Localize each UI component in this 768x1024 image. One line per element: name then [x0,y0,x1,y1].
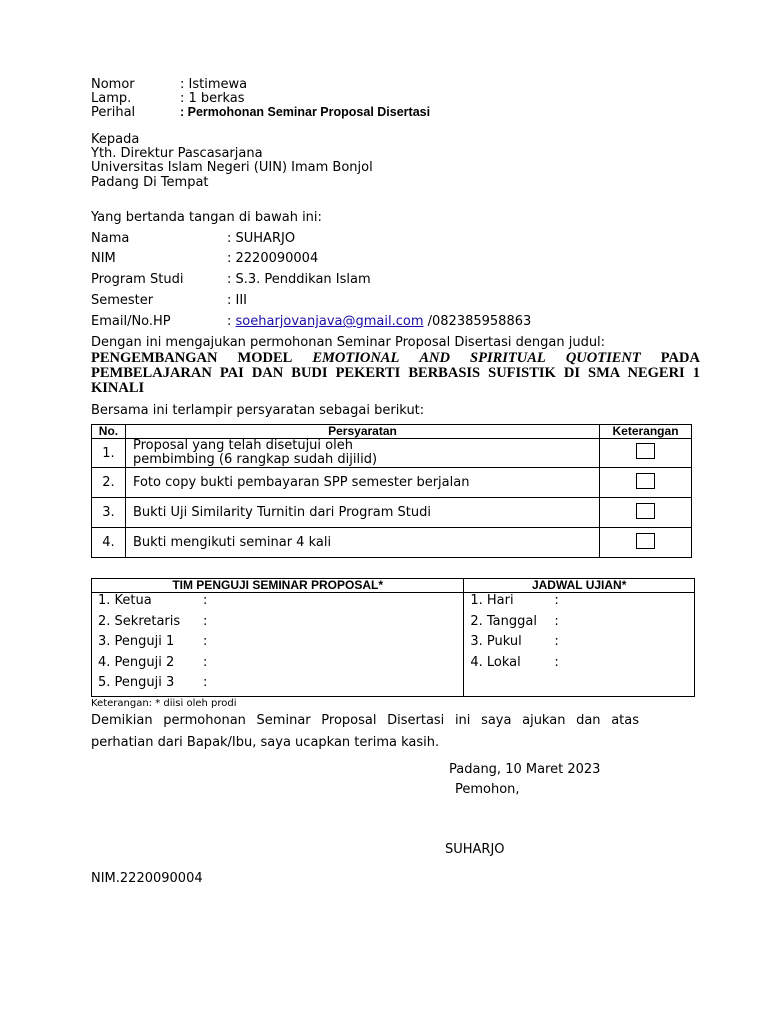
list-item [470,634,694,655]
contact-value [227,314,531,329]
closing-line: perhatian dari Bapak/Ibu, saya ucapkan terima kasih. [91,735,440,750]
schedule-field: 4. Lokal [470,654,521,670]
team-list [92,593,464,697]
signature-place-date: Padang, 10 Maret 2023 [449,762,601,777]
prodi-value: : S.3. Penddikan Islam [227,272,371,287]
contact-colon: : [227,314,236,329]
row-item [125,439,599,468]
table-row [92,528,692,558]
row-item-line: pembimbing (6 rangkap sudah dijilid) [132,452,378,467]
table-row [92,498,692,528]
checkbox[interactable] [636,443,655,459]
list-item [98,675,463,696]
signature-name: SUHARJO [445,842,505,857]
title-word: MODEL [237,350,293,366]
prodi-label: Program Studi [91,272,184,287]
thesis-title-line2: PEMBELAJARAN PAI DAN BUDI PEKERTI BERBASIS SUFISTIK DI SMA NEGERI 1 [91,365,700,381]
recipient-line: Padang Di Tempat [91,175,209,190]
requirements-table [91,424,692,558]
exam-body-row [92,593,695,697]
list-item [98,593,463,614]
contact-label: Email/No.HP [91,314,171,329]
row-number: 1. [92,439,126,468]
semester-label: Semester [91,293,154,308]
title-word: EMOTIONAL [312,350,400,366]
signature-role: Pemohon, [455,782,520,797]
row-item-line: Proposal yang telah disetujui oleh [132,438,353,453]
team-colon: : [203,593,208,608]
perihal-value: : Permohonan Seminar Proposal Disertasi [180,105,431,119]
lamp-value: : 1 berkas [180,91,245,106]
row-note [600,468,692,498]
team-colon: : [203,654,208,670]
thesis-title-line3: KINALI [91,380,145,396]
row-number: 3. [92,498,126,528]
checkbox[interactable] [636,503,655,519]
list-item [470,593,694,614]
row-note [600,528,692,558]
nomor-label: Nomor [91,77,135,92]
checkbox[interactable] [636,533,655,549]
schedule-field: 2. Tanggal [470,613,537,629]
row-note [600,498,692,528]
perihal-label: Perihal [91,105,136,120]
signature-nim: NIM.2220090004 [91,871,203,886]
recipient-line: Kepada [91,132,140,147]
header-item: Persyaratan [125,425,599,439]
team-colon: : [203,675,208,690]
nama-value: : SUHARJO [227,231,296,246]
schedule-colon: : [554,613,559,629]
exam-note: Keterangan: * diisi oleh prodi [91,698,237,709]
row-note [600,439,692,468]
exam-table [91,578,695,697]
table-row [92,468,692,498]
team-colon: : [203,634,208,649]
recipient-line: Yth. Direktur Pascasarjana [91,146,263,161]
list-item [98,655,463,676]
nim-label: NIM [91,251,116,266]
schedule-colon: : [554,634,559,649]
team-role: 5. Penguji 3 [98,675,175,690]
schedule-list [464,593,695,697]
list-item [98,634,463,655]
row-number: 2. [92,468,126,498]
team-role: 3. Penguji 1 [98,634,175,649]
schedule-header: JADWAL UJIAN* [464,579,695,593]
closing-line: Demikian permohonan Seminar Proposal Disertasi ini saya ajukan dan atas [91,713,639,728]
team-header: TIM PENGUJI SEMINAR PROPOSAL* [92,579,464,593]
row-item: Bukti mengikuti seminar 4 kali [125,528,599,558]
phone-number: /082385958863 [423,314,532,329]
team-role: 2. Sekretaris [98,613,181,629]
header-no: No. [92,425,126,439]
attach-intro: Bersama ini terlampir persyaratan sebagai berikut: [91,403,425,418]
table-row [92,439,692,468]
row-number: 4. [92,528,126,558]
checkbox[interactable] [636,473,655,489]
lamp-label: Lamp. [91,91,132,106]
schedule-field: 1. Hari [470,593,514,608]
thesis-title-line1 [91,351,700,366]
list-item [98,614,463,635]
email-link[interactable]: soeharjovanjava@gmail.com [235,314,424,329]
nim-value: : 2220090004 [227,251,319,266]
intro-text: Yang bertanda tangan di bawah ini: [91,210,322,225]
team-colon: : [203,613,208,629]
team-role: 1. Ketua [98,593,152,608]
title-word: PENGEMBANGAN [91,350,218,366]
exam-header-row [92,579,695,593]
schedule-colon: : [554,593,559,608]
recipient-line: Universitas Islam Negeri (UIN) Imam Bonjol [91,160,373,175]
title-word: AND [419,350,450,366]
list-item [470,655,694,676]
requirements-header-row [92,425,692,439]
title-word: SPIRITUAL [470,350,546,366]
row-item: Bukti Uji Similarity Turnitin dari Program Studi [125,498,599,528]
title-intro: Dengan ini mengajukan permohonan Seminar Proposal Disertasi dengan judul: [91,335,606,350]
schedule-colon: : [554,654,559,670]
title-word: PADA [660,350,700,366]
nomor-value: : Istimewa [180,77,248,92]
schedule-field: 3. Pukul [470,634,522,649]
list-item [470,614,694,635]
row-item: Foto copy bukti pembayaran SPP semester berjalan [125,468,599,498]
nama-label: Nama [91,231,130,246]
title-word: QUOTIENT [565,350,641,366]
semester-value: : III [227,293,248,308]
header-note: Keterangan [600,425,692,439]
team-role: 4. Penguji 2 [98,654,175,670]
